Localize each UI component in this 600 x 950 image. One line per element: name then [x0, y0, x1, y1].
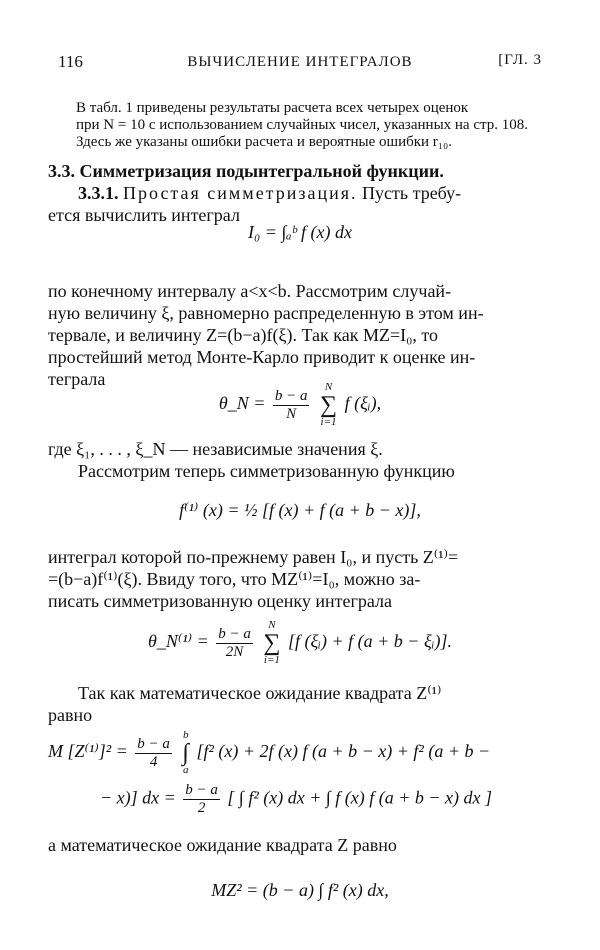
formula-right: [f (ξᵢ) + f (a + b − ξᵢ)]. — [287, 631, 452, 652]
text-line: тервале, и величину Z=(b−a)f(ξ). Так как MZ=I₀, то — [48, 325, 439, 345]
formula-symmetrized-function — [0, 500, 600, 521]
fraction — [135, 736, 172, 771]
text-line: ную величину ξ, равномерно распределенную в этом ин- — [48, 303, 484, 323]
paragraph-1 — [48, 280, 550, 390]
text-line: =(b−a)f⁽¹⁾(ξ). Ввиду того, что MZ⁽¹⁾=I₀, можно за- — [48, 569, 421, 589]
summation-symbol: N ∑ i=1 — [263, 619, 281, 666]
formula-left: θ_N = — [218, 393, 266, 414]
text-line: равно — [48, 705, 93, 725]
table-note — [76, 100, 550, 151]
running-header — [58, 52, 542, 82]
upper-limit: N — [324, 381, 333, 393]
running-title: ВЫЧИСЛЕНИЕ ИНТЕГРАЛОВ — [187, 54, 413, 70]
fraction — [216, 626, 253, 661]
page-number: 116 — [58, 52, 83, 71]
paragraph-3 — [48, 546, 550, 612]
fraction-numerator: b − a — [137, 735, 170, 752]
paragraph-4 — [48, 682, 550, 726]
formula-right: [f² (x) + 2f (x) f (a + b − x) + f² (a + b − — [196, 741, 491, 762]
text-line: где ξ₁, . . . , ξ_N — независимые значения ξ. — [48, 439, 383, 459]
fraction-denominator: 4 — [149, 753, 158, 770]
formula-right: f (ξᵢ), — [344, 393, 382, 414]
formula-text: f⁽¹⁾ (x) = ½ [f (x) + f (a + b − x)], — [179, 500, 421, 520]
text-line: Рассмотрим теперь симметризованную функцию — [78, 461, 455, 481]
paragraph-2 — [48, 438, 550, 482]
upper-limit: b — [182, 729, 189, 741]
fraction-numerator: b − a — [274, 387, 308, 404]
text-line: интеграл которой по-прежнему равен I₀, и пусть Z⁽¹⁾= — [48, 547, 459, 567]
formula-left: − x)] dx = — [100, 787, 176, 808]
fraction — [273, 388, 310, 423]
formula-theta-n — [0, 382, 600, 428]
formula-left: M [Z⁽¹⁾]² = — [48, 741, 128, 762]
section-heading-block — [48, 160, 550, 226]
formula-mz1-line2 — [100, 782, 550, 817]
subsection-title: Простая симметризация. — [123, 183, 358, 203]
upper-limit: N — [268, 619, 276, 631]
text-line: Так как математическое ожидание квадрата Z⁽¹⁾ — [78, 683, 442, 703]
formula-left: θ_N⁽¹⁾ = — [147, 631, 209, 652]
section-heading: 3.3. Симметризация подынтегральной функции. — [48, 161, 444, 181]
chapter-label: [ГЛ. 3 — [498, 52, 542, 68]
note-line: В табл. 1 приведены результаты расчета всех четырех оценок — [76, 100, 469, 116]
lower-limit: a — [182, 764, 189, 776]
formula-integral-i0 — [0, 222, 600, 243]
intro-text: Пусть требу- — [362, 183, 462, 203]
fraction-denominator: 2 — [197, 800, 206, 816]
text-line: по конечному интервалу a<x<b. Рассмотрим случай- — [48, 281, 452, 301]
subsection-intro — [48, 182, 550, 204]
formula-mz2 — [0, 880, 600, 901]
fraction — [183, 782, 220, 817]
formula-text: MZ² = (b − a) ∫ f² (x) dx, — [211, 880, 389, 900]
intro-text: ется вычислить интеграл — [48, 205, 240, 225]
text-line: теграла — [48, 369, 106, 389]
integral-symbol: b ∫ a — [182, 729, 189, 776]
text-line: писать симметризованную оценку интеграла — [48, 591, 393, 611]
formula-text: I₀ = ∫ₐᵇ f (x) dx — [248, 222, 352, 242]
subsection-number: 3.3.1. — [78, 183, 119, 203]
text-line: а математическое ожидание квадрата Z равно — [48, 835, 397, 855]
lower-limit: i=1 — [320, 416, 337, 428]
summation-symbol: N ∑ i=1 — [319, 381, 338, 428]
fraction-denominator: 2N — [225, 643, 244, 660]
note-line: при N = 10 с использованием случайных чисел, указанных на стр. 108. — [76, 117, 528, 133]
fraction-denominator: N — [286, 405, 297, 422]
formula-right: [ ∫ f² (x) dx + ∫ f (x) f (a + b − x) dx ] — [227, 787, 493, 808]
text-line: простейший метод Монте-Карло приводит к оценке ин- — [48, 347, 476, 367]
lower-limit: i=1 — [263, 654, 280, 666]
formula-theta-n1 — [0, 620, 600, 666]
formula-mz1-line1 — [48, 730, 550, 776]
note-line: Здесь же указаны ошибки расчета и вероятные ошибки r₁₀. — [76, 134, 453, 150]
fraction-numerator: b − a — [218, 625, 251, 642]
paragraph-5 — [48, 834, 550, 856]
fraction-numerator: b − a — [185, 782, 218, 798]
